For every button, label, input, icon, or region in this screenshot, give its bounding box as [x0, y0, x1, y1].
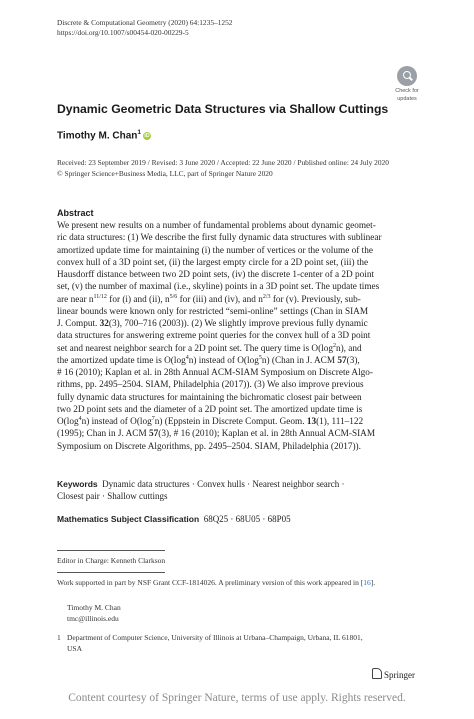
abstract-line: Hausdorff distance between two 2D point sets, (iv) the discrete 1-center of a 2D point [57, 270, 375, 280]
affiliation [67, 633, 427, 654]
editor-note: Editor in Charge: Kenneth Clarkson [57, 556, 166, 565]
abstract-line: ric data structures: (1) We describe the first fully dynamic data structures with sublinear [57, 233, 382, 244]
abstract-line: rithms, pp. 2495–2504. SIAM, Philadelphia (2017)). (3) We also improve previous [57, 380, 364, 391]
affiliation-marker: 1 [57, 633, 61, 642]
abstract-line: # 16 (2010); Kaplan et al. in 28th Annual ACM-SIAM Symposium on Discrete Algo- [57, 368, 374, 378]
copyright-line: © Springer Science+Business Media, LLC, part of Springer Nature 2020 [57, 168, 273, 178]
badge-text-line1: Check for [395, 88, 419, 94]
abstract-line: set and nearest neighbor search for a 2D point set. The query time is $O(\log^2n)$, and [57, 342, 362, 354]
abstract-line: set, (v) the number of maximal (i.e., skyline) points in a 3D point set. The update times [57, 282, 380, 293]
keywords-block [57, 478, 345, 502]
keywords-list-line2: Closest pair · Shallow cuttings [57, 491, 168, 501]
publisher-name: Springer [384, 670, 415, 680]
abstract-line: convex hull of a 3D point set, (ii) the largest empty circle for a 2D point set, (iii) the [57, 257, 369, 268]
contact-name: Timothy M. Chan [67, 603, 121, 612]
abstract-line: We present new results on a number of fundamental problems about dynamic geomet- [57, 221, 376, 231]
magnifier-icon [397, 66, 417, 86]
abstract-body [57, 220, 419, 453]
footnote-divider [57, 572, 165, 573]
author-line [57, 129, 151, 141]
journal-name-line: Discrete & Computational Geometry (2020) 64:1235–1252 [57, 18, 233, 27]
abstract-line: (1995); Chan in J. ACM 57(3), # 16 (2010); Kaplan et al. in 28th Annual ACM-SIAM [57, 429, 376, 440]
abstract-line: fully dynamic data structures for maintaining the bichromatic closest pair between [57, 392, 362, 403]
paper-title: Dynamic Geometric Data Structures via Shallow Cuttings [57, 102, 389, 116]
msc-label: Mathematics Subject Classification [57, 514, 200, 524]
abstract-line: two 2D point sets and the diameter of a 2D point set. The amortized update time is [57, 404, 363, 415]
abstract-line: the amortized update time is $O(\log^4n)$ instead of $O(\log^5n)$ (Chan in J. ACM 57(3), [57, 354, 360, 366]
springer-horse-icon [372, 668, 382, 679]
courtesy-notice: Content courtesy of Springer Nature, terms of use apply. Rights reserved. [68, 692, 406, 704]
journal-citation [57, 18, 233, 38]
reference-link[interactable]: 16 [363, 578, 371, 587]
abstract-line: are near $n^{11/12}$ for (i) and (ii), $n^{5/6}$ for (iii) and (iv), and $n^{2/3}$ for (v). Previously, sub- [57, 293, 361, 305]
abstract-line: $O(\log^4n)$ instead of $O(\log^7n)$ (Eppstein in Discrete Comput. Geom. 13(1), 111–122 [57, 415, 364, 427]
keywords-list-line1: Dynamic data structures · Convex hulls · Nearest neighbor search · [102, 479, 345, 489]
abstract-line: amortized update time for maintaining (i) the number of vertices or the volume of the [57, 245, 373, 256]
footnote-divider [57, 550, 165, 551]
support-note: Work supported in part by NSF Grant CCF-1814026. A preliminary version of this work appeared in [16]. [57, 578, 376, 587]
author-affiliation-marker: 1 [137, 129, 141, 136]
abstract-line: J. Comput. 32(3), 700–716 (2003)). (2) We slightly improve previous fully dynamic [57, 319, 368, 329]
affiliation-line: Department of Computer Science, University of Illinois at Urbana–Champaign, Urbana, IL 61801, [67, 633, 363, 642]
contact-email[interactable]: tmc@illinois.edu [67, 613, 119, 623]
msc-block [57, 514, 291, 524]
abstract-heading: Abstract [57, 208, 94, 218]
author-name: Timothy M. Chan [57, 130, 138, 142]
abstract-line: linear bounds were known only for restricted “semi-online” settings (Chan in SIAM [57, 306, 369, 317]
badge-text-line2: updates [397, 96, 417, 102]
affiliation-line: USA [67, 643, 83, 653]
keywords-label: Keywords [57, 479, 98, 489]
check-for-updates-badge[interactable] [391, 66, 423, 102]
msc-codes: 68Q25 · 68U05 · 68P05 [203, 514, 291, 524]
history-dates: Received: 23 September 2019 / Revised: 3 June 2020 / Accepted: 22 June 2020 / Published online: 24 July 2020 [57, 158, 389, 167]
orcid-icon[interactable]: iD [144, 133, 150, 140]
abstract-line: Symposium on Discrete Algorithms, pp. 2495–2504. SIAM, Philadelphia (2017)). [57, 441, 361, 452]
contact-block [67, 603, 121, 624]
publication-history [57, 158, 427, 179]
publisher-logo [372, 668, 415, 680]
doi-link[interactable]: https://doi.org/10.1007/s00454-020-00229-5 [57, 28, 189, 37]
abstract-line: data structures for answering extreme point queries for the convex hull of a 3D point [57, 331, 371, 342]
